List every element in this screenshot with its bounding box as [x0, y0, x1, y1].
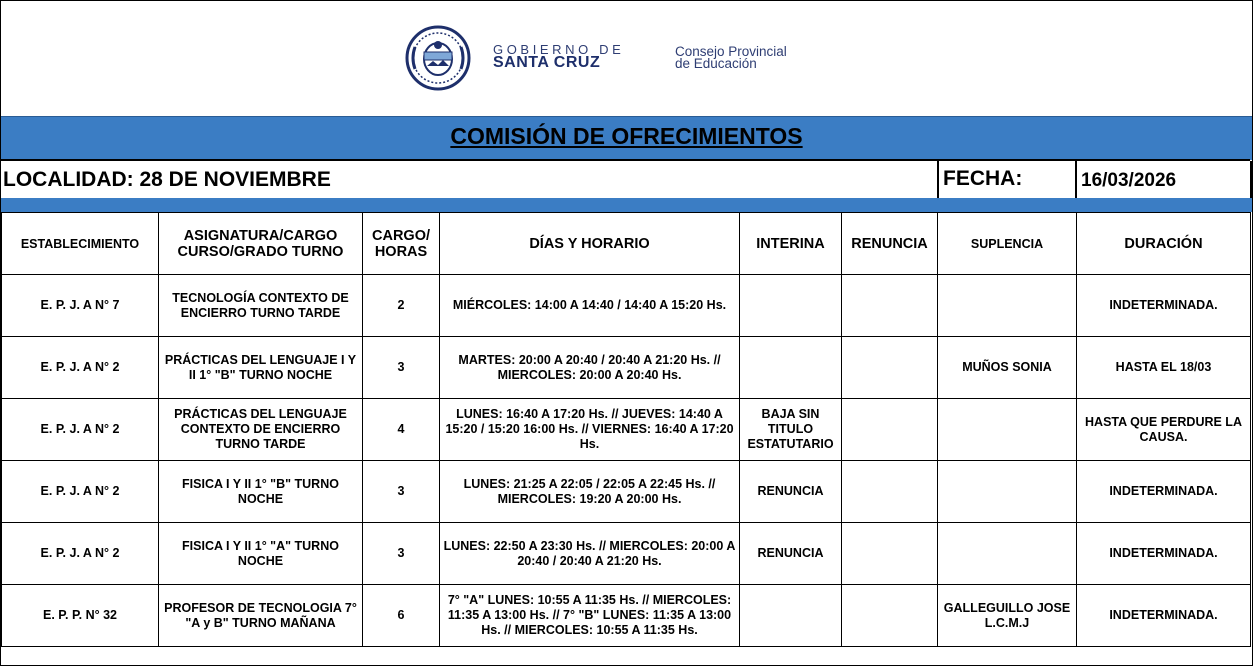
cell-renuncia: [842, 275, 938, 337]
cell-establecimiento: E. P. J. A N° 7: [2, 275, 159, 337]
cell-asignatura: FISICA I Y II 1° "B" TURNO NOCHE: [159, 461, 363, 523]
fecha-label-cell: [937, 161, 1077, 198]
table-row: [2, 461, 1251, 523]
cell-suplencia: [938, 275, 1077, 337]
cell-establecimiento: E. P. J. A N° 2: [2, 461, 159, 523]
gobierno-line2: SANTA CRUZ: [493, 54, 601, 71]
col-duracion: DURACIÓN: [1077, 213, 1251, 275]
col-dias-horario: DÍAS Y HORARIO: [440, 213, 740, 275]
cell-establecimiento: E. P. J. A N° 2: [2, 399, 159, 461]
col-interina: INTERINA: [740, 213, 842, 275]
cell-horas: 2: [363, 275, 440, 337]
cell-suplencia: [938, 399, 1077, 461]
cell-interina: RENUNCIA: [740, 523, 842, 585]
cell-asignatura: PRÁCTICAS DEL LENGUAJE I Y II 1° "B" TURNO NOCHE: [159, 337, 363, 399]
letterhead: [1, 1, 1252, 115]
table-row: [2, 399, 1251, 461]
cell-horas: 4: [363, 399, 440, 461]
cell-duracion: INDETERMINADA.: [1077, 275, 1251, 337]
title-band: [1, 116, 1252, 160]
cell-horas: 6: [363, 585, 440, 647]
col-establecimiento: ESTABLECIMIENTO: [2, 213, 159, 275]
table-row: [2, 337, 1251, 399]
cell-suplencia: [938, 461, 1077, 523]
consejo-line1: Consejo Provincial: [675, 44, 787, 59]
cell-renuncia: [842, 337, 938, 399]
cell-asignatura: PROFESOR DE TECNOLOGIA 7° "A y B" TURNO MAÑANA: [159, 585, 363, 647]
cell-duracion: INDETERMINADA.: [1077, 461, 1251, 523]
offers-table: [1, 212, 1251, 647]
cell-horario: LUNES: 16:40 A 17:20 Hs. // JUEVES: 14:40 A 15:20 / 15:20 16:00 Hs. // VIERNES: 16:40 A 17:20 Hs.: [440, 399, 740, 461]
cell-interina: [740, 585, 842, 647]
gobierno-line1: GOBIERNO DE: [493, 42, 625, 57]
cell-duracion: HASTA EL 18/03: [1077, 337, 1251, 399]
provincial-seal-icon: [405, 25, 471, 91]
cell-renuncia: [842, 461, 938, 523]
cell-renuncia: [842, 399, 938, 461]
table-header-row: [2, 213, 1251, 275]
cell-duracion: INDETERMINADA.: [1077, 523, 1251, 585]
cell-suplencia: MUÑOS SONIA: [938, 337, 1077, 399]
table-row: [2, 275, 1251, 337]
table-row: [2, 585, 1251, 647]
cell-duracion: HASTA QUE PERDURE LA CAUSA.: [1077, 399, 1251, 461]
localidad-text: LOCALIDAD: 28 DE NOVIEMBRE: [3, 168, 331, 191]
cell-interina: RENUNCIA: [740, 461, 842, 523]
logo-group: [405, 25, 835, 91]
cell-asignatura: FISICA I Y II 1° "A" TURNO NOCHE: [159, 523, 363, 585]
cell-horario: LUNES: 21:25 A 22:05 / 22:05 A 22:45 Hs. // MIERCOLES: 19:20 A 20:00 Hs.: [440, 461, 740, 523]
cell-duracion: INDETERMINADA.: [1077, 585, 1251, 647]
cell-interina: [740, 275, 842, 337]
cell-asignatura: PRÁCTICAS DEL LENGUAJE CONTEXTO DE ENCIERRO TURNO TARDE: [159, 399, 363, 461]
cell-horas: 3: [363, 461, 440, 523]
col-renuncia: RENUNCIA: [842, 213, 938, 275]
cell-horas: 3: [363, 337, 440, 399]
cell-horario: MARTES: 20:00 A 20:40 / 20:40 A 21:20 Hs. // MIERCOLES: 20:00 A 20:40 Hs.: [440, 337, 740, 399]
location-row: [1, 159, 1250, 200]
cell-suplencia: GALLEGUILLO JOSE L.C.M.J: [938, 585, 1077, 647]
cell-renuncia: [842, 523, 938, 585]
cell-horas: 3: [363, 523, 440, 585]
page-title: COMISIÓN DE OFRECIMIENTOS: [450, 123, 803, 149]
table-row: [2, 523, 1251, 585]
fecha-value-cell: [1075, 161, 1252, 198]
cell-asignatura: TECNOLOGÍA CONTEXTO DE ENCIERRO TURNO TARDE: [159, 275, 363, 337]
cell-establecimiento: E. P. J. A N° 2: [2, 337, 159, 399]
fecha-value: 16/03/2026: [1081, 170, 1177, 191]
col-suplencia: SUPLENCIA: [938, 213, 1077, 275]
cell-suplencia: [938, 523, 1077, 585]
cell-establecimiento: E. P. J. A N° 2: [2, 523, 159, 585]
col-cargo-horas: CARGO/ HORAS: [363, 213, 440, 275]
separator-band: [1, 198, 1252, 212]
cell-interina: BAJA SIN TITULO ESTATUTARIO: [740, 399, 842, 461]
cell-interina: [740, 337, 842, 399]
cell-renuncia: [842, 585, 938, 647]
cell-horario: LUNES: 22:50 A 23:30 Hs. // MIERCOLES: 20:00 A 20:40 / 20:40 A 21:20 Hs.: [440, 523, 740, 585]
fecha-label: FECHA:: [943, 167, 1023, 190]
cell-horario: MIÉRCOLES: 14:00 A 14:40 / 14:40 A 15:20 Hs.: [440, 275, 740, 337]
cell-establecimiento: E. P. P. N° 32: [2, 585, 159, 647]
col-asignatura: ASIGNATURA/CARGO CURSO/GRADO TURNO: [159, 213, 363, 275]
cell-horario: 7° "A" LUNES: 10:55 A 11:35 Hs. // MIERCOLES: 11:35 A 13:00 Hs. // 7° "B" LUNES: 11:35 A 13:00 Hs. // MIERCOLES: 10:55 A 11:35 Hs.: [440, 585, 740, 647]
consejo-line2: de Educación: [675, 56, 757, 71]
